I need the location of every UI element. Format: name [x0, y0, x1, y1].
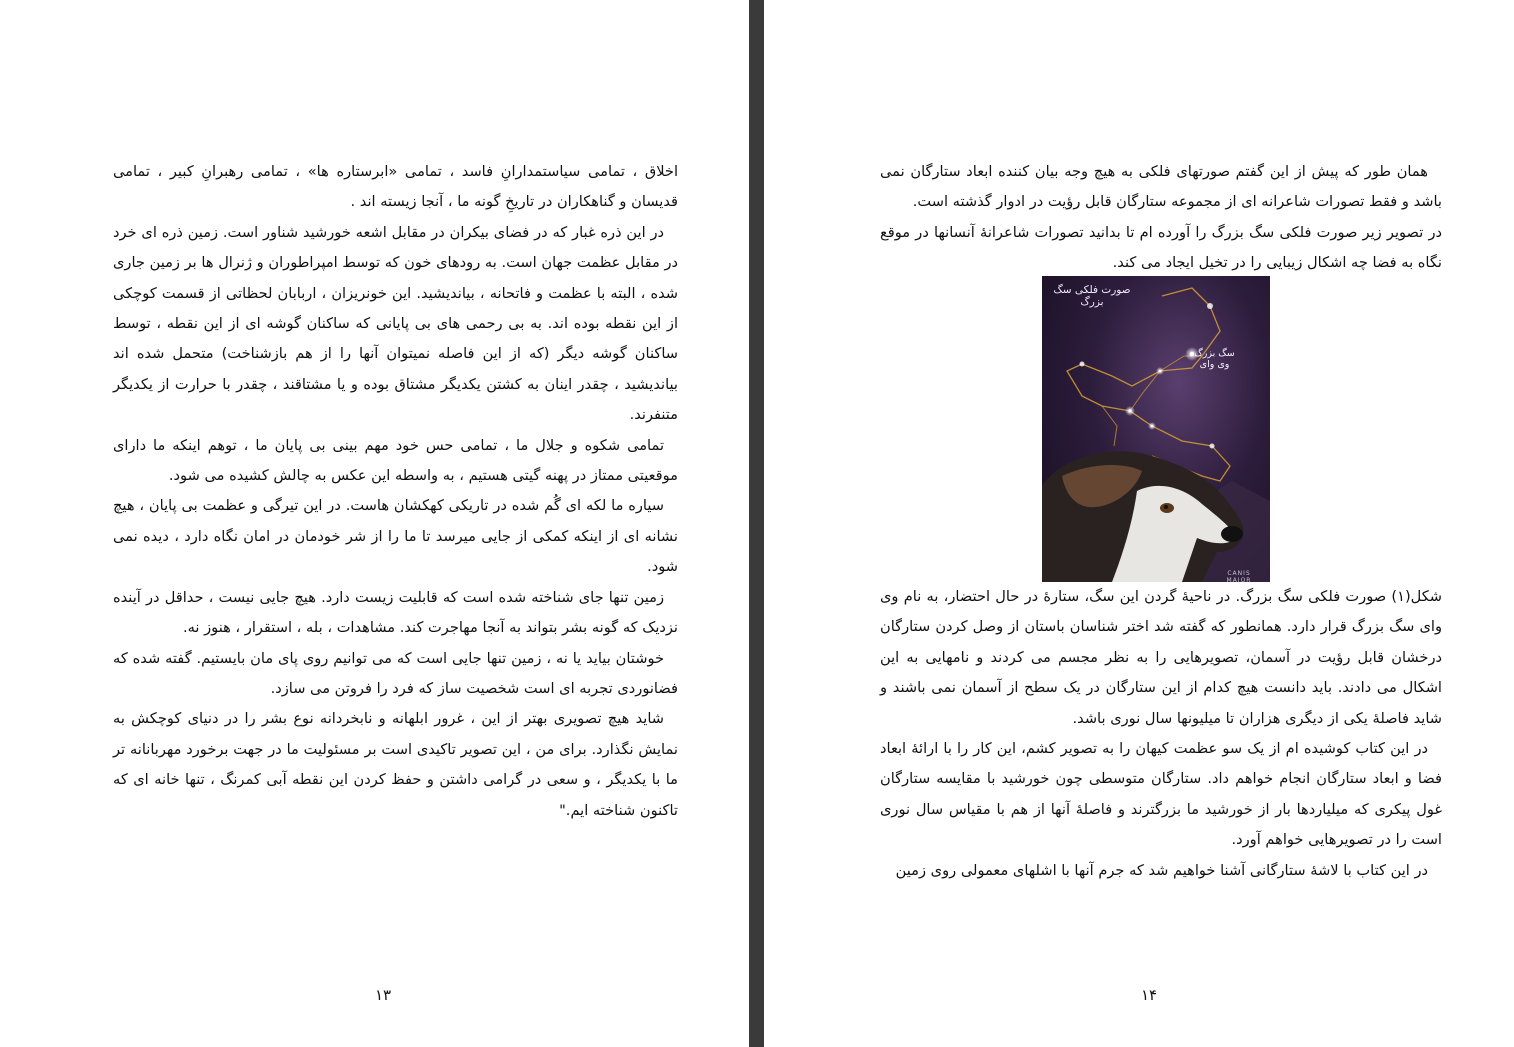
star — [1151, 425, 1154, 428]
star — [1128, 409, 1131, 412]
star — [1210, 444, 1215, 449]
paragraph: اخلاق ، تمامی سیاستمدارانِ فاسد ، تمامی «ابرستاره ها» ، تمامی رهبرانِ کبیر ، تمامی قدیسان و گناهکاران در تاریخِ گونه ما ، آنجا زیسته اند . — [113, 163, 678, 211]
left-page-text — [113, 157, 678, 826]
paragraph: در این کتاب کوشیده ام از یک سو عظمت کیهان را به تصویر کشم، این کار را با ارائهٔ ابعاد فضا و ابعاد ستارگان انجام خواهم داد. ستارگان متوسطی چون خورشید با مقایسه ستارگان غول پیکری که میلیاردها بار از خورشید ما بزرگترند و فاصلهٔ آنها از هم با مقیاس سال نوری است را در تصویرهایی خواهم آورد. — [880, 740, 1442, 849]
right-page-text-top — [880, 157, 1442, 279]
paragraph: زمین تنها جای شناخته شده است که قابلیت زیست دارد. هیچ جایی نیست ، حداقل در آینده نزدیک که گونه بشر بتواند به آنجا مهاجرت کند. مشاهدات ، بله ، استقرار ، هنوز نه. — [113, 588, 678, 637]
figure-caption: شکل(۱) صورت فلکی سگ بزرگ. در ناحیهٔ گردن این سگ، ستارهٔ در حال احتضار، به نام وی وای سگ بزرگ قرار دارد. همانطور که گفته شد اختر شناسان باستان از وصل کردن ستارگان درخشان قابل رؤیت در آسمان، تصویرهایی را به نظر مجسم می کردند و نامهایی به این اشکال می دادند. باید دانست هیچ کدام از این ستارگان در یک سطح از آسمان نمی باشند و شاید فاصلهٔ یکی از دیگری هزاران تا میلیونها سال نوری باشد. — [880, 588, 1442, 727]
left-page — [0, 0, 749, 1047]
page-number: ۱۴ — [1141, 986, 1158, 1004]
dog-nose — [1221, 526, 1243, 542]
star — [1159, 370, 1162, 373]
book-spine — [749, 0, 764, 1047]
paragraph: در این کتاب با لاشهٔ ستارگانی آشنا خواهیم شد که جرم آنها با اشلهای معمولی روی زمین — [895, 861, 1428, 879]
constellation-outline — [1067, 288, 1230, 481]
paragraph: خوشتان بیاید یا نه ، زمین تنها جایی است که می توانیم روی پای مان بایستیم. گفته شده که فضانوردی تجربه ای است شخصیت ساز که فرد را فروتن می سازد. — [113, 649, 678, 697]
right-page — [764, 0, 1514, 1047]
star — [1207, 303, 1213, 309]
star — [1080, 362, 1085, 367]
paragraph: در تصویر زیر صورت فلکی سگ بزرگ را آورده ام تا بدانید تصورات شاعرانهٔ آنسانها در موقع نگاه به فضا چه اشکال زیبایی را در تخیل ایجاد می کند. — [880, 223, 1442, 272]
right-page-text-bottom — [880, 582, 1442, 886]
figure-watermark: CANIS MAJOR — [1226, 570, 1252, 582]
constellation-illustration — [1042, 276, 1270, 582]
figure-title: صورت فلکی سگ بزرگ — [1053, 284, 1131, 308]
paragraph: در این ذره غبار که در فضای بیکران در مقابل اشعه خورشید شناور است. زمین ذره ای خرد در مقابل عظمت جهان است. به رودهای خون که توسط امپراطوران و ژنرال ها بر زمین جاری شده ، البته با عظمت و فاتحانه ، بیاندیشید. این خونریزان ، اربابان لحظاتی از قسمت کوچکی از این نقطه بوده اند. به بی رحمی های بی پایانی که ساکنان گوشه ای از این نقطه ، توسط ساکنان گوشه دیگر (که از این فاصله نمیتوان آنها را از هم بازشناخت) متحمل شده اند بیاندیشید ، چقدر اینان به کشتن یکدیگر مشتاق بوده و یا مشتاقند ، چقدر با حرارت از یکدیگر متنفرند. — [113, 223, 678, 424]
figure-star-label: سگ بزرگ وی وای — [1194, 348, 1235, 370]
paragraph: همان طور که پیش از این گفتم صورتهای فلکی به هیچ وجه بیان کننده ابعاد ستارگان نمی باشد و فقط تصورات شاعرانه ای از مجموعه ستارگان قابل رؤیت در ادوار گذشته است. — [880, 163, 1442, 211]
page-number: ۱۳ — [375, 986, 392, 1004]
paragraph: تمامی شکوه و جلال ما ، تمامی حس خود مهم بینی بی پایان ما ، توهم اینکه ما دارای موقعیتی ممتاز در پهنه گیتی هستیم ، به واسطه این عکس به چالش کشیده می شود. — [113, 436, 678, 485]
paragraph: سیاره ما لکه ای گُم شده در تاریکی کهکشان هاست. در این تیرگی و عظمت بی پایان ، هیچ نشانه ای از اینکه کمکی از جایی میرسد تا ما را از شر خودمان در امان نگاه دارد ، دیده نمی شود. — [113, 497, 678, 576]
paragraph: شاید هیچ تصویری بهتر از این ، غرور ابلهانه و نابخردانه نوع بشر را در دنیای کوچکش به نمایش نگذارد. برای من ، این تصویر تاکیدی است بر مسئولیت ما در جهت برخورد مهربانانه تر ما با یکدیگر ، و سعی در گرامی داشتن و حفظ کردن این نقطه آبی کمرنگ ، تنها خانه ای که تاکنون شناخته ایم." — [113, 710, 678, 819]
canis-major-figure — [1042, 276, 1270, 582]
